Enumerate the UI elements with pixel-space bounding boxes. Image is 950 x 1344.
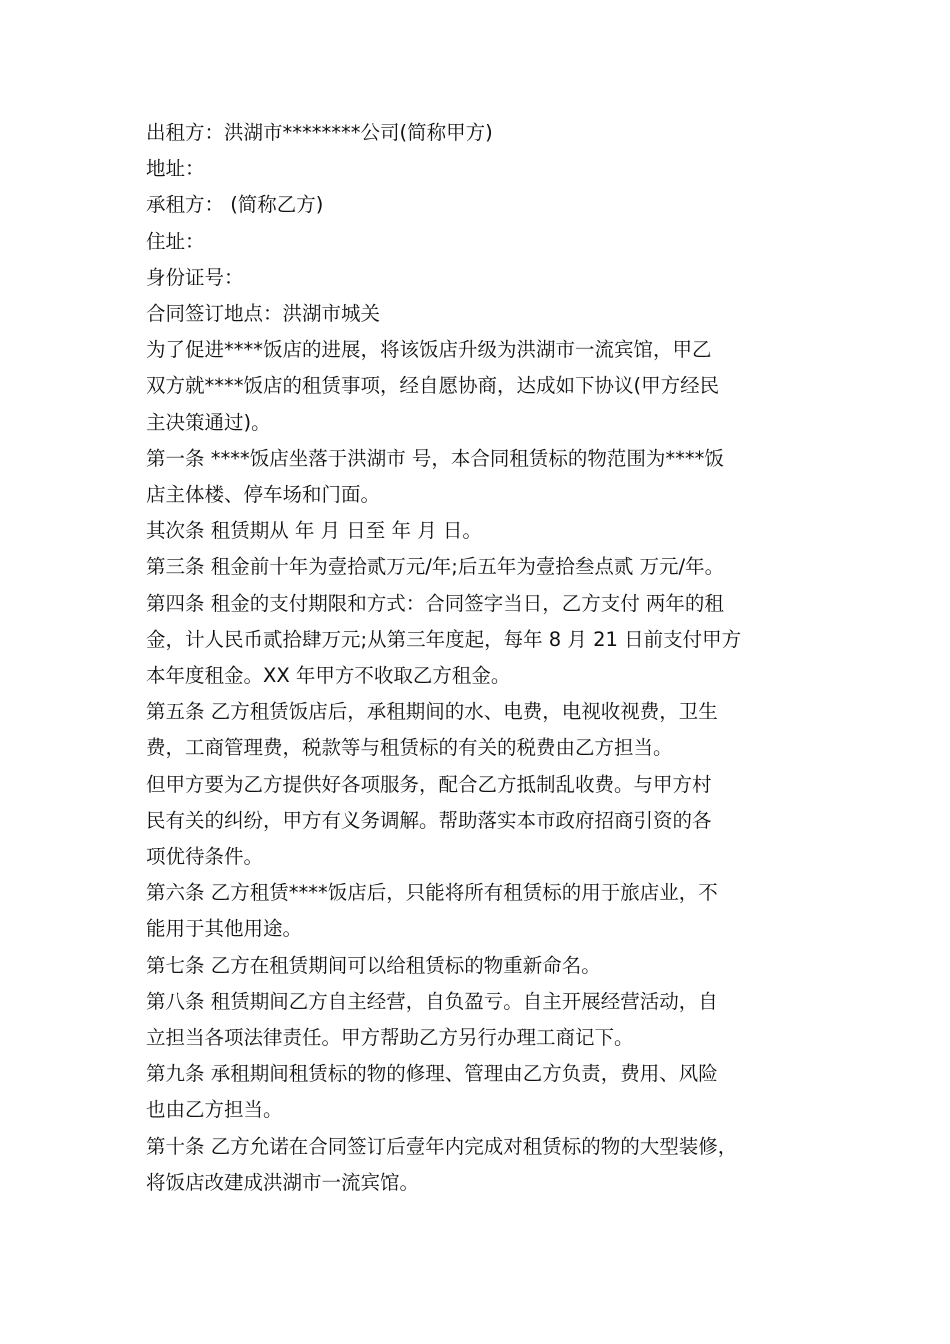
article-4-line-1: 第四条 租金的支付期限和方式：合同签字当日，乙方支付 两年的租 bbox=[146, 591, 724, 615]
article-4-line-3: 本年度租金。XX 年甲方不收取乙方租金。 bbox=[146, 664, 511, 688]
article-7-line-1: 第七条 乙方在租赁期间可以给租赁标的物重新命名。 bbox=[146, 953, 601, 977]
article-5-line-2: 费，工商管理费，税款等与租赁标的有关的税费由乙方担当。 bbox=[146, 736, 673, 760]
preamble-line-3: 主决策通过)。 bbox=[146, 410, 271, 434]
article-10-line-1: 第十条 乙方允诺在合同签订后壹年内完成对租赁标的物的大型装修， bbox=[146, 1134, 738, 1158]
article-5-line-5: 项优待条件。 bbox=[146, 845, 264, 869]
lessee-address-line: 住址： bbox=[146, 229, 205, 253]
lessee-line: 承租方： (简称乙方) bbox=[146, 193, 324, 217]
article-1-line-1: 第一条 ****饭店坐落于洪湖市 号，本合同租赁标的物范围为****饭 bbox=[146, 446, 724, 470]
article-9-line-2: 也由乙方担当。 bbox=[146, 1098, 283, 1122]
article-1-line-2: 店主体楼、停车场和门面。 bbox=[146, 483, 381, 507]
article-8-line-1: 第八条 租赁期间乙方自主经营，自负盈亏。自主开展经营活动，自 bbox=[146, 989, 718, 1013]
article-10-line-2: 将饭店改建成洪湖市一流宾馆。 bbox=[146, 1170, 420, 1194]
article-5-line-3: 但甲方要为乙方提供好各项服务，配合乙方抵制乱收费。与甲方村 bbox=[146, 772, 712, 796]
lessor-line: 出租方：洪湖市********公司(简称甲方) bbox=[146, 121, 493, 144]
preamble-line-2: 双方就****饭店的租赁事项，经自愿协商，达成如下协议(甲方经民 bbox=[146, 374, 720, 398]
signing-location-line: 合同签订地点：洪湖市城关 bbox=[146, 302, 381, 326]
article-4-line-2: 金，计人民币贰拾肆万元;从第三年度起，每年 8 月 21 日前支付甲方 bbox=[146, 627, 742, 651]
lessor-address-line: 地址： bbox=[146, 157, 205, 181]
article-3-line-1: 第三条 租金前十年为壹拾贰万元/年;后五年为壹拾叁点贰 万元/年。 bbox=[146, 555, 725, 579]
article-6-line-1: 第六条 乙方租赁****饭店后，只能将所有租赁标的用于旅店业，不 bbox=[146, 881, 718, 905]
article-8-line-2: 立担当各项法律责任。甲方帮助乙方另行办理工商记下。 bbox=[146, 1026, 634, 1050]
article-2-line-1: 其次条 租赁期从 年 月 日至 年 月 日。 bbox=[146, 519, 482, 543]
article-9-line-1: 第九条 承租期间租赁标的物的修理、管理由乙方负责，费用、风险 bbox=[146, 1062, 718, 1086]
preamble-line-1: 为了促进****饭店的进展，将该饭店升级为洪湖市一流宾馆，甲乙 bbox=[146, 338, 712, 362]
document-body bbox=[146, 115, 810, 1201]
article-6-line-2: 能用于其他用途。 bbox=[146, 917, 303, 941]
article-5-line-4: 民有关的纠纷，甲方有义务调解。帮助落实本市政府招商引资的各 bbox=[146, 808, 712, 832]
article-5-line-1: 第五条 乙方租赁饭店后，承租期间的水、电费，电视收视费，卫生 bbox=[146, 700, 718, 724]
id-number-line: 身份证号： bbox=[146, 265, 244, 289]
